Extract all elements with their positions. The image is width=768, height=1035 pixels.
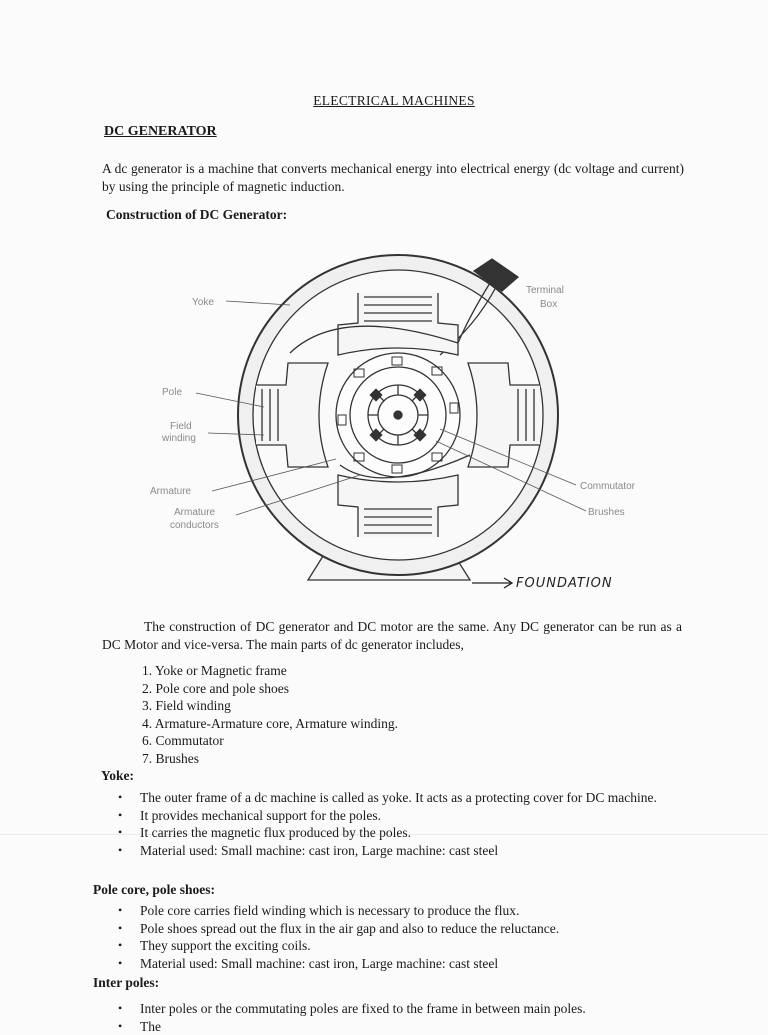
list-item: 7. Brushes — [142, 750, 398, 768]
handwritten-foundation: FOUNDATION — [516, 576, 613, 591]
arrow-icon — [472, 578, 512, 588]
label-brushes: Brushes — [588, 507, 625, 518]
list-item: 4. Armature-Armature core, Armature winding. — [142, 715, 398, 733]
label-armature: Armature — [150, 486, 192, 497]
inter-poles-list — [116, 1000, 690, 1035]
list-item: 2. Pole core and pole shoes — [142, 680, 398, 698]
label-terminal-box-1: Terminal — [526, 285, 564, 296]
list-item: 3. Field winding — [142, 697, 398, 715]
list-item: • The — [116, 1018, 690, 1035]
yoke-list — [116, 789, 690, 859]
label-field-1: Field — [170, 421, 192, 432]
list-item: • It provides mechanical support for the poles. — [116, 807, 690, 825]
list-item: • Material used: Small machine: cast iron, Large machine: cast steel — [116, 842, 690, 860]
pole-list — [116, 902, 690, 972]
list-item: • It carries the magnetic flux produced by the poles. — [116, 824, 690, 842]
heading-inter-poles: Inter poles: — [93, 975, 159, 991]
label-yoke: Yoke — [192, 297, 214, 308]
list-item: • Material used: Small machine: cast iron, Large machine: cast steel — [116, 955, 690, 973]
list-item: • The outer frame of a dc machine is called as yoke. It acts as a protecting cover for DC machine. — [116, 789, 690, 807]
list-item: • They support the exciting coils. — [116, 937, 690, 955]
dc-generator-diagram — [140, 245, 680, 605]
construction-heading: Construction of DC Generator: — [106, 207, 287, 223]
machine-drawing — [238, 255, 558, 580]
label-commutator: Commutator — [580, 481, 636, 492]
intro-paragraph: A dc generator is a machine that converts mechanical energy into electrical energy (dc voltage and current) by using the principle of magnetic induction. — [102, 160, 684, 196]
label-terminal-box-2: Box — [540, 299, 557, 310]
list-item: • Inter poles or the commutating poles are fixed to the frame in between main poles. — [116, 1000, 690, 1018]
list-item: • Pole shoes spread out the flux in the air gap and also to reduce the reluctance. — [116, 920, 690, 938]
label-armature-conductors-2: conductors — [170, 520, 219, 531]
list-item: 1. Yoke or Magnetic frame — [142, 662, 398, 680]
label-field-2: winding — [161, 433, 196, 444]
label-armature-conductors-1: Armature — [174, 507, 216, 518]
heading-yoke: Yoke: — [101, 768, 134, 784]
shaft — [394, 411, 402, 419]
list-item: • Pole core carries field winding which is necessary to produce the flux. — [116, 902, 690, 920]
heading-pole: Pole core, pole shoes: — [93, 882, 215, 898]
section-title: DC GENERATOR — [104, 124, 217, 140]
list-item: 6. Commutator — [142, 732, 398, 750]
page-title: ELECTRICAL MACHINES — [0, 93, 768, 109]
parts-list — [142, 662, 398, 767]
paragraph-construction: The construction of DC generator and DC motor are the same. Any DC generator can be run as a DC Motor and vice-versa. The main parts of dc generator includes, — [102, 618, 682, 654]
label-pole: Pole — [162, 387, 182, 398]
